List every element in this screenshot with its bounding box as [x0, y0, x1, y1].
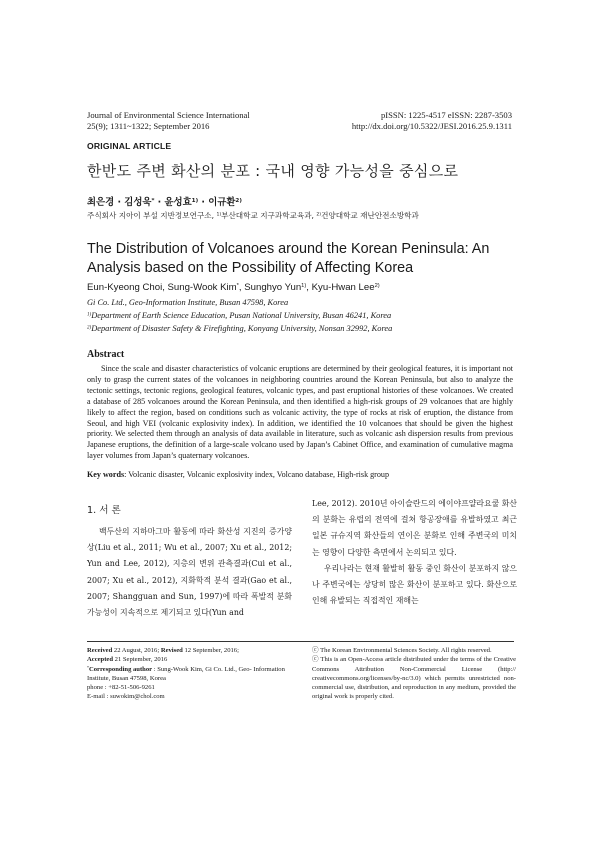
- english-author: , Kyu-Hwan Lee: [306, 282, 375, 293]
- author-sup: *: [236, 283, 239, 290]
- affiliation-sup: 2): [316, 212, 322, 218]
- english-affiliation-text: Department of Earth Science Education, Pusan National University, Busan 46241, Korea: [91, 311, 392, 320]
- korean-author: 김성욱: [124, 197, 152, 208]
- body-paragraph: 우리나라는 현재 활발히 활동 중인 화산이 분포하지 않으나 주변국에는 상당히 많은 화산이 분포하고 있다. 화산으로 인해 유발되는 직접적인 재해는: [312, 563, 517, 606]
- corresponding-line: [87, 665, 302, 674]
- english-affiliation: [87, 324, 392, 333]
- abstract-text: Since the scale and disaster characteristics of volcanic eruptions are determined by their geological features, it is important not only to grasp the current states of the volcanoes in neighboring countries around the Korean Peninsula, but also to analyze the tectonic settings, tectonic regions, geological features, volcanic types, and past eruptional histories of these volcanoes. We created a database of 285 volcanoes around the Korean Peninsula, and then identified a high-risk groups of 29 volcanoes that are highly likely to affect the region, based on conditions such as volcanic activity, the type of rocks at risk of eruption, the distance from Seoul, and high VEI (volcanic explosivity index). In addition, we identified the 10 volcanoes that should be given the highest priority. We selected them through an analysis of data available in literature, such as volcanic ash dispersion results from previous Japanese eruptions, the definition of a large-scale volcano used by Japan’s Cabinet Office, and examination of cumulative magma layer volumes from Japan’s quaternary volcanoes.: [87, 364, 513, 461]
- korean-title: 한반도 주변 화산의 분포 : 국내 영향 가능성을 중심으로: [87, 162, 459, 180]
- accepted-label: Accepted: [87, 656, 113, 664]
- received-label: Received: [87, 647, 113, 654]
- license-text: ⓒ This is an Open-Access article distributed under the terms of the Creative Commons Attribution Non-Commercial License (http:// creativecommons.org/licenses/by-nc/3.0) which permits unrestricted non-commercial use, distribution, and reproduction in any medium, provided the original work is properly cited.: [312, 656, 516, 701]
- author-separator: ·: [117, 197, 121, 208]
- corresponding-label: Corresponding author: [88, 665, 153, 673]
- copyright-notice: [312, 646, 516, 702]
- keywords: [87, 470, 389, 479]
- author-sup: *: [151, 198, 155, 205]
- english-author: , Sunghyo Yun: [238, 282, 302, 293]
- received-line: [87, 646, 302, 655]
- english-author: Sung-Wook Kim: [167, 282, 237, 293]
- corresponding-text: : Sung-Wook Kim, Gi Co. Ltd., Geo- Information: [152, 665, 285, 673]
- email[interactable]: E-mail : suwokim@chol.com: [87, 693, 165, 701]
- journal-header-right: [352, 110, 512, 132]
- author-separator: ·: [157, 197, 162, 208]
- corresponding-star: *: [87, 664, 89, 670]
- affiliation-sup: 1): [216, 212, 222, 218]
- english-authors: [87, 282, 380, 293]
- korean-affiliation: 주식회사 지아이 부설 지반정보연구소,: [87, 211, 217, 220]
- received-date: 22 August, 2016;: [112, 647, 161, 654]
- author-separator: ·: [201, 197, 205, 208]
- korean-authors: [87, 194, 242, 208]
- korean-author: 이규환: [208, 197, 236, 208]
- english-affiliation: [87, 311, 391, 320]
- keywords-label: Key words: [87, 470, 125, 479]
- footnote-divider: [87, 641, 514, 642]
- revised-label: Revised: [160, 647, 183, 654]
- phone: phone : +82-51-506-9261: [87, 684, 155, 692]
- doi-link[interactable]: http://dx.doi.org/10.5322/JESI.2016.25.9.1311: [351, 121, 512, 131]
- abstract-heading: Abstract: [87, 349, 125, 360]
- journal-name: Journal of Environmental Science International: [87, 110, 250, 120]
- english-author: Eun-Kyeong Choi,: [87, 282, 168, 293]
- body-left-column: 백두산의 지하마그마 활동에 따라 화산성 지진의 증가양상(Liu et al., 2011; Wu et al., 2007; Xu et al., 2012; Yun and Lee, 2012), 지층의 변위 관측결과(Cui et al., 2007; Xu et al., 2012), 지화학적 분석 결과(Gao et al., 2007; Shangguan and Sun, 1997)에 따라 폭발적 분화가능성이 지속적으로 제기되고 있다(Yun and: [87, 527, 292, 618]
- corresponding-line-2: Institute, Busan 47598, Korea: [87, 674, 166, 682]
- english-title: The Distribution of Volcanoes around the Korean Peninsula: An Analysis based on the Possibility of Affecting Korea: [87, 241, 490, 276]
- korean-affiliation: 건양대학교 재난안전소방학과: [321, 211, 419, 220]
- journal-header-left: [87, 110, 250, 132]
- author-sup: 1): [301, 283, 307, 290]
- copyright-line: ⓒ The Korean Environmental Sciences Society. All rights reserved.: [312, 647, 492, 654]
- article-history: [87, 646, 302, 702]
- korean-author: 최은경: [87, 197, 115, 208]
- english-affiliation: [87, 298, 288, 307]
- body-right-column: [312, 496, 517, 609]
- accepted-date: 21 September, 2016: [113, 656, 168, 664]
- affiliation-sup: 2): [87, 325, 92, 331]
- article-type: ORIGINAL ARTICLE: [87, 141, 172, 151]
- author-sup: 2): [235, 198, 242, 205]
- author-sup: 1): [191, 198, 199, 205]
- volume-line: 25(9); 1311~1322; September 2016: [87, 121, 210, 131]
- keywords-text: : Volcanic disaster, Volcanic explosivity index, Volcano database, High-risk group: [124, 470, 390, 479]
- accepted-line: [87, 655, 302, 664]
- english-affiliation-text: Department of Disaster Safety & Firefighting, Konyang University, Nonsan 32992, Korea: [91, 324, 393, 333]
- korean-author: 윤성효: [164, 197, 192, 208]
- author-sup: 2): [374, 283, 380, 290]
- revised-date: 12 September, 2016;: [182, 647, 239, 654]
- affiliation-sup: 1): [87, 312, 92, 318]
- section-heading: 1. 서 론: [87, 505, 121, 516]
- english-affiliation-text: Gi Co. Ltd., Geo-Information Institute, Busan 47598, Korea: [87, 298, 289, 307]
- issn: pISSN: 1225-4517 eISSN: 2287-3503: [380, 110, 512, 120]
- korean-affiliations: [87, 210, 419, 221]
- korean-affiliation: 부산대학교 지구과학교육과,: [221, 211, 317, 220]
- body-paragraph: Lee, 2012). 2010년 아이슬란드의 에이야프얄라요쿨 화산의 분화는 유럽의 전역에 걸쳐 항공장애를 유발하였고 최근 일본 규슈지역 화산들의 연이은 분화로 인해 주변국의 미치는 영향이 다양한 측면에서 논의되고 있다.: [312, 499, 517, 557]
